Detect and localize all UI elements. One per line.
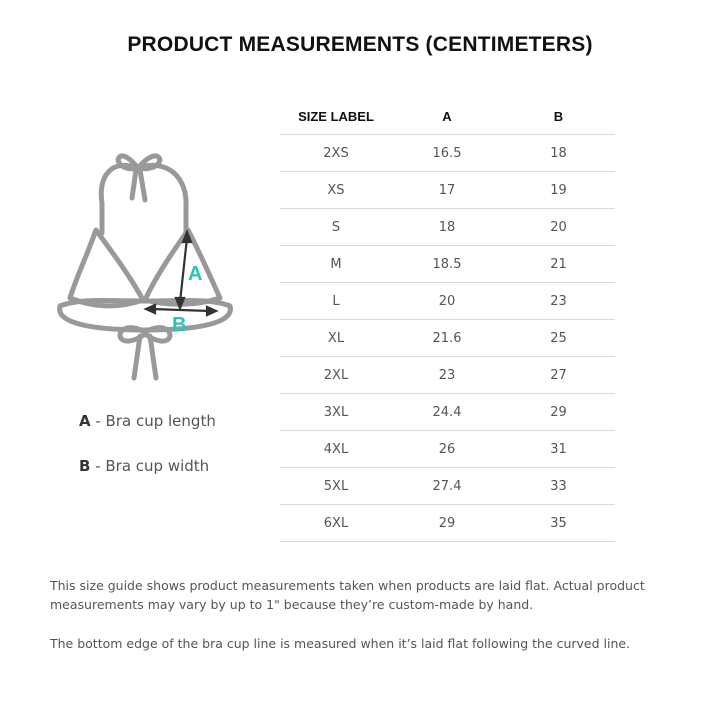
cell-a: 16.5: [392, 135, 502, 172]
table-row: [280, 209, 615, 246]
table-row: [280, 468, 615, 505]
cell-b: 27: [502, 357, 615, 394]
size-table: [280, 98, 615, 542]
cell-size: L: [280, 283, 392, 320]
cell-b: 33: [502, 468, 615, 505]
cell-size: M: [280, 246, 392, 283]
legend-b-text: - Bra cup width: [90, 457, 210, 475]
table-row: [280, 357, 615, 394]
cell-b: 35: [502, 505, 615, 542]
left-cup: [70, 230, 143, 306]
cell-a: 23: [392, 357, 502, 394]
cell-b: 29: [502, 394, 615, 431]
legend-a-text: - Bra cup length: [90, 412, 216, 430]
cell-size: 5XL: [280, 468, 392, 505]
legend-b: [79, 457, 209, 475]
cell-a: 21.6: [392, 320, 502, 357]
header-a: A: [392, 98, 502, 135]
table-row: [280, 246, 615, 283]
cell-b: 21: [502, 246, 615, 283]
label-b: B: [172, 314, 187, 336]
table-row: [280, 283, 615, 320]
header-b: B: [502, 98, 615, 135]
cell-b: 20: [502, 209, 615, 246]
cell-a: 18: [392, 209, 502, 246]
legend-a-key: A: [79, 412, 91, 430]
legend-a: [79, 412, 216, 430]
measurement-note: This size guide shows product measurements taken when products are laid flat. Actual product measurements may vary by up to 1" because they’re custom-made by hand.: [50, 578, 645, 612]
cell-a: 26: [392, 431, 502, 468]
cell-a: 24.4: [392, 394, 502, 431]
table-row: [280, 172, 615, 209]
table-row: [280, 505, 615, 542]
cell-size: 2XS: [280, 135, 392, 172]
table-row: [280, 394, 615, 431]
cell-b: 31: [502, 431, 615, 468]
cell-a: 29: [392, 505, 502, 542]
curved-line-note: The bottom edge of the bra cup line is measured when it’s laid flat following the curved line.: [50, 636, 631, 651]
cell-b: 19: [502, 172, 615, 209]
legend-b-key: B: [79, 457, 91, 475]
cell-a: 27.4: [392, 468, 502, 505]
length-arrow: [180, 238, 187, 302]
page-title: PRODUCT MEASUREMENTS (CENTIMETERS): [127, 33, 593, 56]
cell-b: 25: [502, 320, 615, 357]
cell-size: 4XL: [280, 431, 392, 468]
label-a: A: [188, 263, 203, 285]
table-row: [280, 135, 615, 172]
header-size-label: SIZE LABEL: [280, 98, 392, 135]
cell-size: 6XL: [280, 505, 392, 542]
width-arrow: [152, 309, 210, 311]
cell-b: 18: [502, 135, 615, 172]
cell-a: 20: [392, 283, 502, 320]
cell-a: 17: [392, 172, 502, 209]
back-bow: [120, 328, 170, 341]
table-row: [280, 320, 615, 357]
cell-a: 18.5: [392, 246, 502, 283]
cell-size: XL: [280, 320, 392, 357]
cell-size: 3XL: [280, 394, 392, 431]
neck-bow: [118, 156, 160, 169]
cell-b: 23: [502, 283, 615, 320]
bikini-top-diagram: [50, 148, 240, 388]
cell-size: XS: [280, 172, 392, 209]
table-header-row: [280, 98, 615, 135]
table-row: [280, 431, 615, 468]
cell-size: 2XL: [280, 357, 392, 394]
cell-size: S: [280, 209, 392, 246]
